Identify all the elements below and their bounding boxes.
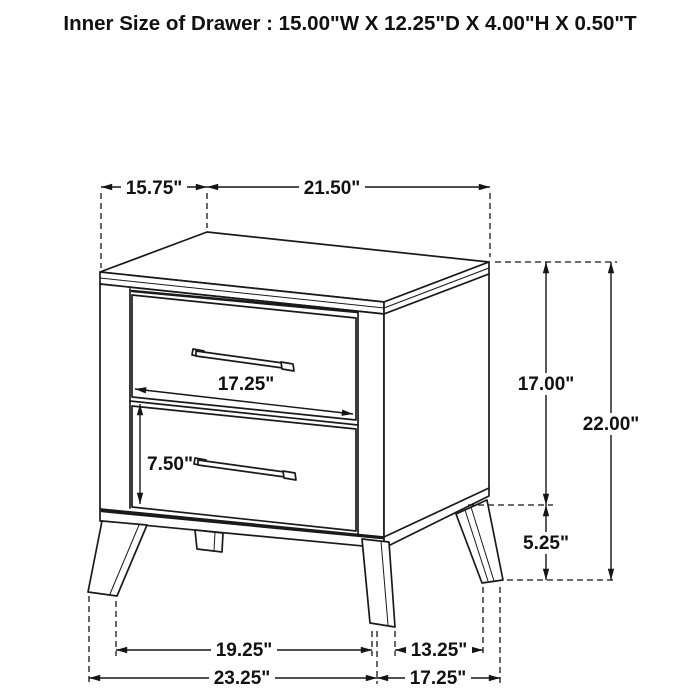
rear-left-leg	[195, 530, 223, 552]
dim-label-overall-height: 22.00"	[582, 414, 640, 435]
diagram-title: Inner Size of Drawer : 15.00"W X 12.25"D X 4.00"H X 0.50"T	[63, 12, 637, 35]
dim-label-top-depth: 15.75"	[125, 178, 183, 199]
dim-label-leg-height: 5.25"	[523, 533, 569, 554]
handle-right-cap	[281, 362, 294, 371]
dim-label-front-leg-span: 19.25"	[215, 640, 273, 661]
dim-label-front-overall: 23.25"	[213, 668, 271, 689]
dim-label-drawer-height: 7.50"	[147, 454, 193, 475]
dim-label-side-overall: 17.25"	[409, 668, 467, 689]
dim-label-top-width: 21.50"	[303, 178, 361, 199]
handle-right-cap	[283, 471, 296, 480]
dim-label-side-leg-span: 13.25"	[410, 640, 468, 661]
dim-label-case-height: 17.00"	[517, 374, 575, 395]
dim-label-drawer-width: 17.25"	[217, 374, 275, 395]
